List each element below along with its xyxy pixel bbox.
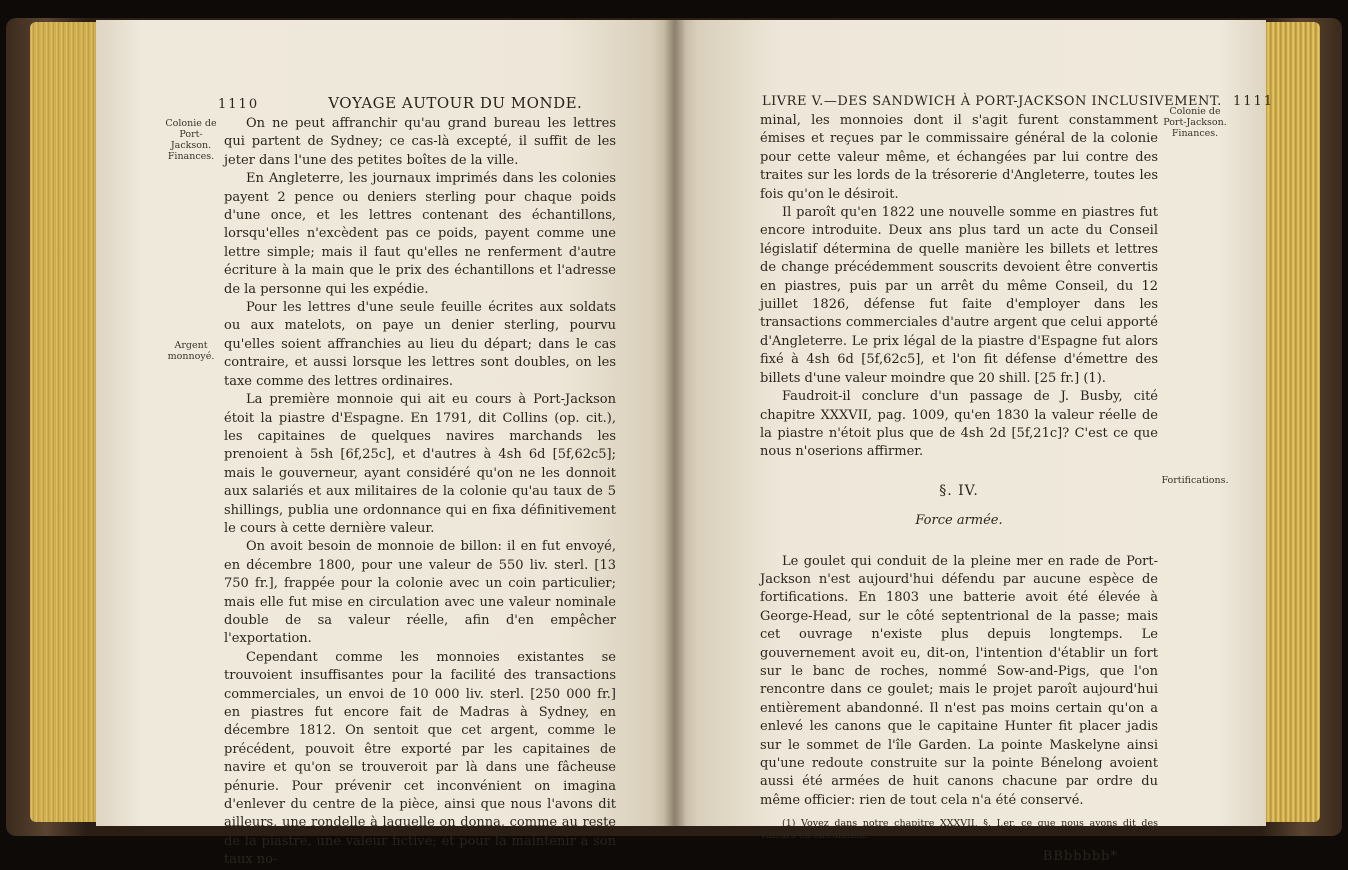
paragraph: Faudroit-il conclure d'un passage de J. Busby, cité chapitre XXXVII, pag. 1009, qu'en 1830 la valeur réelle de la piastre n'étoit plus que de 4sh 2d [5f,21c]? C'est ce que nous n'oserions affirmer.: [760, 389, 1158, 460]
paragraph: minal, les monnoies dont il s'agit furent constamment émises et reçues par le commissaire général de la colonie pour cette valeur même, et échangées par lui contre des traites sur les lords de la trésorerie d'Angleterre, toutes les fois qu'on le désiroit.: [760, 113, 1158, 202]
paragraph: Il paroît qu'en 1822 une nouvelle somme en piastres fut encore introduite. Deux ans plus tard un acte du Conseil législatif détermina de quelle manière les billets et lettres de change précédemment souscrits devoient être convertis en piastres, puis par un arrêt du même Conseil, du 12 juillet 1826, défense fut faite d'employer dans les transactions commerciales d'autre argent que celui apporté d'Angleterre. Le prix légal de la piastre d'Espagne fut alors fixé à 4sh 6d [5f,62c5], et l'on fit défense d'émettre des billets d'une valeur moindre que 20 shill. [25 fr.] (1).: [760, 205, 1158, 386]
right-page: [674, 20, 1275, 865]
left-running-head: [218, 94, 582, 112]
right-page-number: 1111: [1232, 94, 1275, 109]
section-heading: §. IV.: [939, 482, 979, 499]
page-edges-right: [1262, 22, 1320, 822]
paragraph: On avoit besoin de monnoie de billon: il en fut envoyé, en décembre 1800, pour une valeur de 550 liv. sterl. [13 750 fr.], frappée pour la colonie avec un coin particulier; mais elle fut mise en circulation avec une valeur nominale double de sa valeur réelle, afin d'en empêcher l'exportation.: [224, 539, 616, 647]
left-margin-note-argent: Argent monnoyé.: [167, 340, 215, 362]
left-page-title: VOYAGE AUTOUR DU MONDE.: [328, 94, 583, 112]
paragraph: Le goulet qui conduit de la pleine mer en rade de Port-Jackson n'est aujourd'hui défendu par aucune espèce de fortifications. En 1803 une batterie avoit été élevée à George-Head, sur le côté septentrional de la passe; mais cet ouvrage n'existe plus depuis longtemps. Le gouvernement avoit eu, dit-on, l'intention d'établir un fort sur le banc de roches, nommé Sow-and-Pigs, que l'on rencontre dans ce goulet; mais le projet paroît aujourd'hui entièrement abandonné. Il n'est pas moins certain qu'on a enlevé les canons que le capitaine Hunter fit placer jadis sur le sommet de l'île Garden. La pointe Maskelyne ainsi qu'une redoute construite sur la pointe Bénelong avoient aussi été armées de huit canons chacune par ordre du même officier: rien de tout cela n'a été conservé.: [760, 553, 1158, 808]
section-subheading: Force armée.: [915, 513, 1003, 529]
paragraph: On ne peut affranchir qu'au grand bureau les lettres qui partent de Sydney; ce cas-là excepté, il suffit de les jeter dans l'une des petites boîtes de la ville.: [224, 116, 616, 168]
left-page: [96, 20, 674, 868]
right-body-text: [760, 112, 1158, 867]
left-margin-note-finances: Colonie de Port-Jackson. Finances.: [165, 118, 217, 162]
page-edges-left: [30, 22, 100, 822]
footnote: (1) Voyez dans notre chapitre XXXVII, §. I.er, ce que nous avons dit des Valeurs en circulation.: [760, 818, 1158, 842]
left-page-number: 1110: [218, 97, 260, 112]
left-body-text: [224, 115, 616, 870]
right-page-title: LIVRE V.—DES SANDWICH À PORT-JACKSON INCLUSIVEMENT.: [762, 94, 1222, 109]
signature-mark: BBbbbbb*: [1042, 849, 1118, 865]
right-margin-note-finances: Colonie de Port-Jackson. Finances.: [1163, 106, 1227, 139]
right-margin-note-fortifications: Fortifications.: [1161, 475, 1229, 486]
paragraph: En Angleterre, les journaux imprimés dans les colonies payent 2 pence ou deniers sterling pour chaque poids d'une once, et les lettres contenant des échantillons, lorsqu'elles n'excèdent pas ce poids, payent comme une lettre simple; mais il faut qu'elles ne renferment d'autre écriture à la main que le prix des échantillons et l'adresse de la personne qui les expédie.: [224, 171, 616, 297]
paragraph: Cependant comme les monnoies existantes se trouvoient insuffisantes pour la facilité des transactions commerciales, un envoi de 10 000 liv. sterl. [250 000 fr.] en piastres fut encore fait de Madras à Sydney, en décembre 1812. On sentoit que cet argent, comme le précédent, pouvoit être exporté par les capitaines de navire et qu'on se trouveroit par là dans une fâcheuse pénurie. Pour prévenir cet inconvénient on imagina d'enlever du centre de la pièce, ainsi que nous l'avons dit ailleurs, une rondelle à laquelle on donna, comme au reste de la piastre, une valeur fictive; et pour la maintenir à son taux no-: [224, 649, 616, 868]
book-spine: [664, 20, 686, 826]
paragraph: La première monnoie qui ait eu cours à Port-Jackson étoit la piastre d'Espagne. En 1791, dit Collins (op. cit.), les capitaines de quelques navires marchands les prenoient à 5sh [6f,25c], et d'autres à 4sh 6d [5f,62c5]; mais le gouverneur, ayant considéré qu'on ne les donnoit aux salariés et aux militaires de la colonie qu'au taux de 5 shillings, publia une ordonnance qui en fixa définitivement le cours à cette dernière valeur.: [224, 392, 616, 536]
paragraph: Pour les lettres d'une seule feuille écrites aux soldats ou aux matelots, on paye un denier sterling, pourvu qu'elles soient affranchies au lieu du départ; dans le cas contraire, et aussi lorsque les lettres sont doubles, on les taxe comme des lettres ordinaires.: [224, 300, 616, 389]
